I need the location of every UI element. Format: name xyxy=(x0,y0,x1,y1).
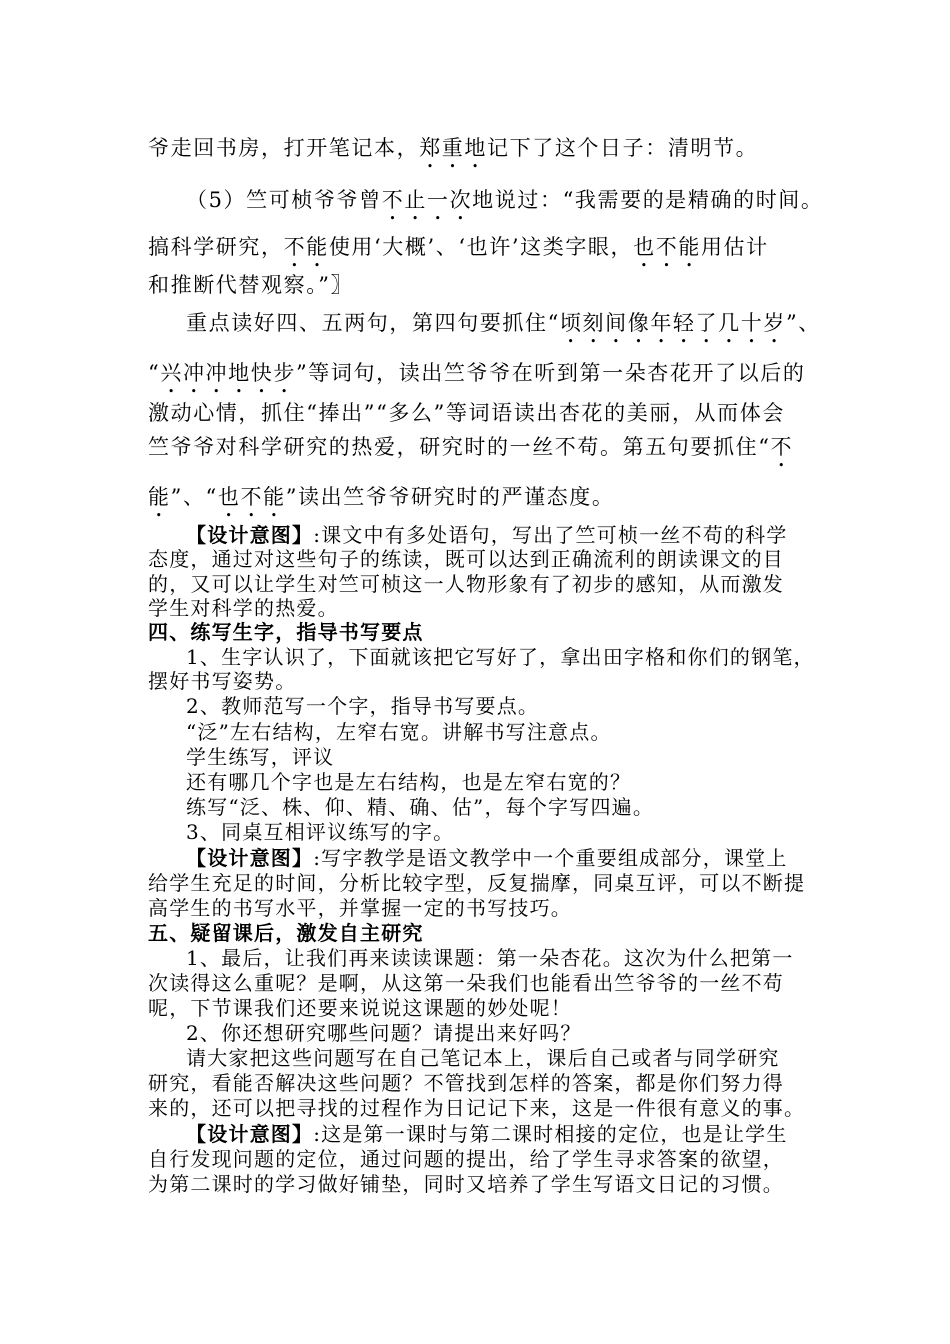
design-intent-tag: 【设计意图】 xyxy=(186,846,314,870)
text-line: 3、同桌互相评议练写的字。 xyxy=(186,820,455,844)
emphasized-text: 顷刻间像年轻了几十岁 xyxy=(559,311,786,335)
emphasized-text: 郑重地 xyxy=(419,136,488,160)
text-line: 学生练写，评议 xyxy=(186,745,335,769)
text-line: 【设计意图】:写字教学是语文教学中一个重要组成部分，课堂上 xyxy=(186,846,788,870)
text-line: 的，又可以让学生对竺可桢这一人物形象有了初步的感知，从而激发 xyxy=(148,572,784,596)
text-line: 还有哪几个字也是左右结构，也是左窄右宽的？ xyxy=(186,770,632,794)
emphasized-text: 不 xyxy=(770,435,794,459)
text-line: 学生对科学的热爱。 xyxy=(148,596,339,620)
text-line: 激动心情，抓住“捧出”“多么”等词语读出杏花的美丽，从而体会 xyxy=(148,401,785,425)
section-heading: 五、疑留课后，激发自主研究 xyxy=(148,921,424,945)
text-line: 1、生字认识了，下面就该把它写好了，拿出田字格和你们的钢笔， xyxy=(186,645,815,669)
text-line: 1、最后，让我们再来读读课题：第一朵杏花。这次为什么把第一 xyxy=(186,946,794,970)
emphasized-text: 不能 xyxy=(283,235,329,259)
text-line: 2、教师范写一个字，指导书写要点。 xyxy=(186,694,540,718)
text-line: 高学生的书写水平，并掌握一定的书写技巧。 xyxy=(148,896,572,920)
text-line: 研究，看能否解决这些问题？不管找到怎样的答案，都是你们努力得 xyxy=(148,1071,784,1095)
section-heading: 四、练写生字，指导书写要点 xyxy=(148,620,424,644)
text-line: 次读得这么重呢？是啊，从这第一朵我们也能看出竺爷爷的一丝不苟 xyxy=(148,971,784,995)
emphasized-text: 也不能 xyxy=(633,235,701,259)
emphasized-text: 能 xyxy=(148,485,171,509)
emphasized-text: 不止一次 xyxy=(381,188,473,212)
text-line: 2、你还想研究哪些问题？请提出来好吗？ xyxy=(186,1021,582,1045)
text-line: 爷走回书房，打开笔记本，郑重地记下了这个日子：清明节。 xyxy=(148,136,759,160)
design-intent-tag: 【设计意图】 xyxy=(186,523,314,547)
text-line: 【设计意图】:这是第一课时与第二课时相接的定位，也是让学生 xyxy=(186,1122,788,1146)
text-line: 请大家把这些问题写在自己笔记本上，课后自己或者与同学研究 xyxy=(186,1046,780,1070)
text-line: 呢，下节课我们还要来说说这课题的妙处呢！ xyxy=(148,996,572,1020)
text-line: 搞科学研究，不能使用‘大概’、‘也许’这类字眼，也不能用估计 xyxy=(148,235,769,259)
text-line: 【设计意图】:课文中有多处语句，写出了竺可桢一丝不苟的科学 xyxy=(186,523,788,547)
text-line: “泛”左右结构，左窄右宽。讲解书写注意点。 xyxy=(186,720,612,744)
text-line: 来的，还可以把寻找的过程作为日记记下来，这是一件很有意义的事。 xyxy=(148,1096,806,1120)
text-line: 给学生充足的时间，分析比较字型，反复揣摩，同桌互评，可以不断提 xyxy=(148,871,806,895)
text-line: 态度，通过对这些句子的练读，既可以达到正确流利的朗读课文的目 xyxy=(148,547,784,571)
text-line: 练写“泛、株、仰、精、确、估”，每个字写四遍。 xyxy=(186,795,655,819)
emphasized-text: 兴冲冲地快步 xyxy=(160,361,296,385)
text-line: 重点读好四、五两句，第四句要抓住“顷刻间像年轻了几十岁”、 xyxy=(186,311,821,335)
text-line: （5）竺可桢爷爷曾不止一次地说过：“我需要的是精确的时间。 xyxy=(186,188,824,212)
text-line: 竺爷爷对科学研究的热爱，研究时的一丝不苟。第五句要抓住“不 xyxy=(148,435,794,459)
emphasized-text: 也不能 xyxy=(217,485,286,509)
text-line: 自行发现问题的定位，通过问题的提出，给了学生寻求答案的欲望， xyxy=(148,1147,784,1171)
text-line: 摆好书写姿势。 xyxy=(148,669,297,693)
text-line: “兴冲冲地快步”等词句，读出竺爷爷在听到第一朵杏花开了以后的 xyxy=(148,361,806,385)
text-line: 为第二课时的学习做好铺垫，同时又培养了学生写语文日记的习惯。 xyxy=(148,1172,784,1196)
text-line: 能”、“也不能”读出竺爷爷研究时的严谨态度。 xyxy=(148,485,615,509)
design-intent-tag: 【设计意图】 xyxy=(186,1122,314,1146)
text-line: 和推断代替观察。”〗 xyxy=(148,273,354,297)
